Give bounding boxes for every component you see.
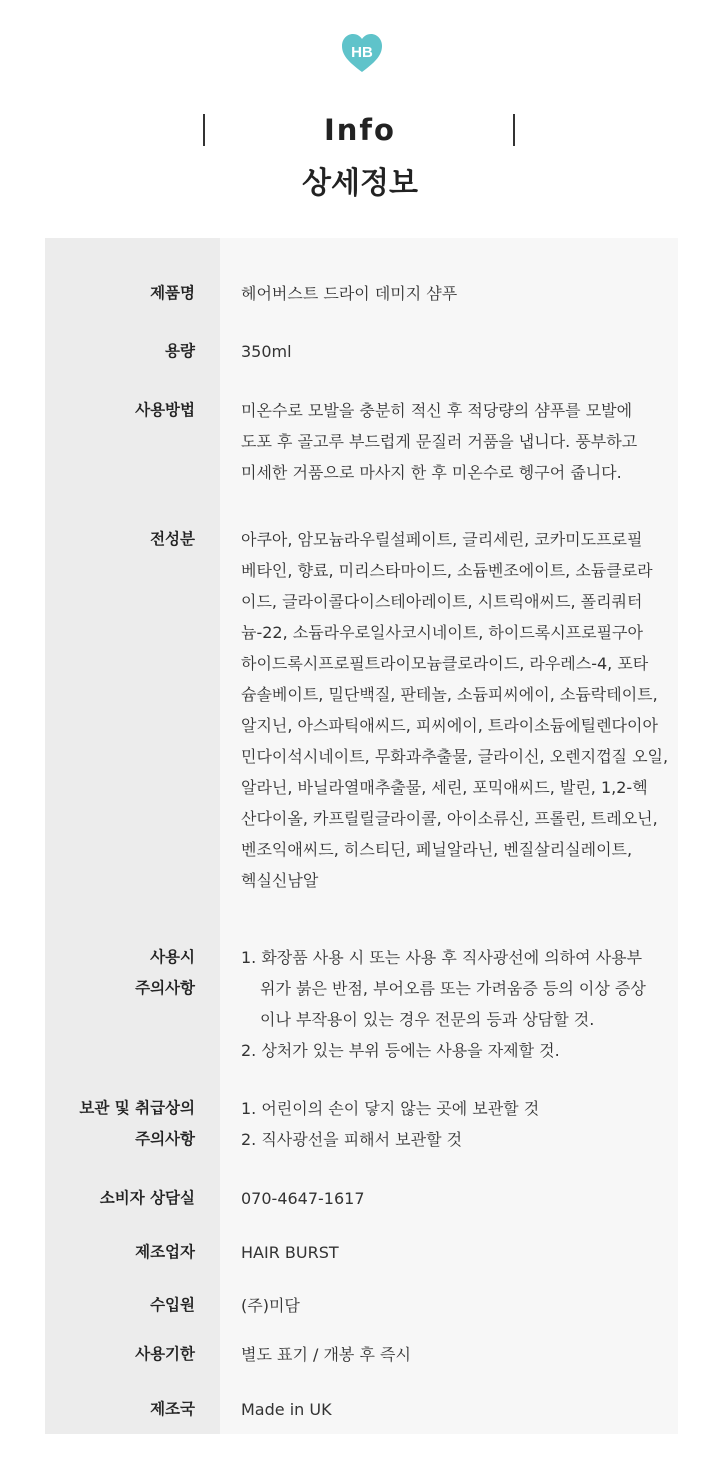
- row-value: 070-4647-1617: [241, 1189, 365, 1208]
- row-value-item-2: 2. 상처가 있는 부위 등에는 사용을 자제할 것.: [241, 1041, 560, 1060]
- row-label: 제조국: [150, 1400, 195, 1418]
- row-label: 보관 및 취급상의 주의사항: [79, 1099, 195, 1148]
- row-value: HAIR BURST: [241, 1243, 339, 1262]
- page-title-korean: 상세정보: [302, 166, 418, 201]
- row-label: 용량: [165, 342, 195, 360]
- row-label: 소비자 상담실: [99, 1189, 195, 1207]
- row-value: Made in UK: [241, 1400, 332, 1419]
- row-value: 헤어버스트 드라이 데미지 샴푸: [241, 284, 458, 303]
- row-label: 사용방법: [135, 401, 195, 419]
- row-value-item-1: 1. 어린이의 손이 닿지 않는 곳에 보관할 것: [241, 1099, 540, 1118]
- row-value-item-2: 2. 직사광선을 피해서 보관할 것: [241, 1130, 463, 1149]
- row-value: (주)미담: [241, 1296, 300, 1315]
- logo-text: HB: [351, 44, 373, 61]
- row-label: 전성분: [150, 530, 195, 548]
- row-value: 별도 표기 / 개봉 후 즉시: [241, 1345, 411, 1364]
- row-label: 제조업자: [135, 1243, 195, 1261]
- row-label: 사용기한: [135, 1345, 195, 1363]
- page-title-english: Info: [324, 113, 396, 147]
- row-label: 사용시 주의사항: [135, 948, 195, 997]
- brand-logo-heart-icon: [340, 32, 384, 74]
- row-value: 미온수로 모발을 충분히 적신 후 적당량의 샴푸를 모발에 도포 후 골고루 부드럽게 문질러 거품을 냅니다. 풍부하고 미세한 거품으로 마사지 한 후 미온수로 헹구어 줍니다.: [241, 401, 638, 482]
- row-value: 350ml: [241, 342, 292, 361]
- row-label: 수입원: [150, 1296, 195, 1314]
- row-value: 아쿠아, 암모늄라우릴설페이트, 글리세린, 코카미도프로필 베타인, 향료, 미리스타마이드, 소듐벤조에이트, 소듐클로라 이드, 글라이콜다이스테아레이트, 시트릭애씨드, 폴리쿼터 늄-22, 소듐라우로일사코시네이트, 하이드록시프로필구아 하이드록시프로필트라이모늄클로라이드, 라우레스-4, 포타 슘솔베이트, 밀단백질, 판테놀, 소듐피씨에이, 소듐락테이트, 알지닌, 아스파틱애씨드, 피씨에이, 트라이소듐에틸렌다이아 민다이석시네이트, 무화과추출물, 글라이신, 오렌지껍질 오일, 알라닌, 바닐라열매추출물, 세린, 포믹애씨드, 발린, 1,2-헥 산다이올, 카프릴릴글라이콜, 아이소류신, 프롤린, 트레오닌, 벤조익애씨드, 히스티딘, 페닐알라닌, 벤질살리실레이트, 헥실신남알: [241, 530, 669, 890]
- row-value-item-1: 1. 화장품 사용 시 또는 사용 후 직사광선에 의하여 사용부 위가 붉은 반점, 부어오름 또는 가려움증 등의 이상 증상 이나 부작용이 있는 경우 전문의 등과 상담할 것.: [241, 948, 646, 1029]
- product-info-table: [45, 238, 678, 1434]
- row-label: 제품명: [150, 284, 195, 302]
